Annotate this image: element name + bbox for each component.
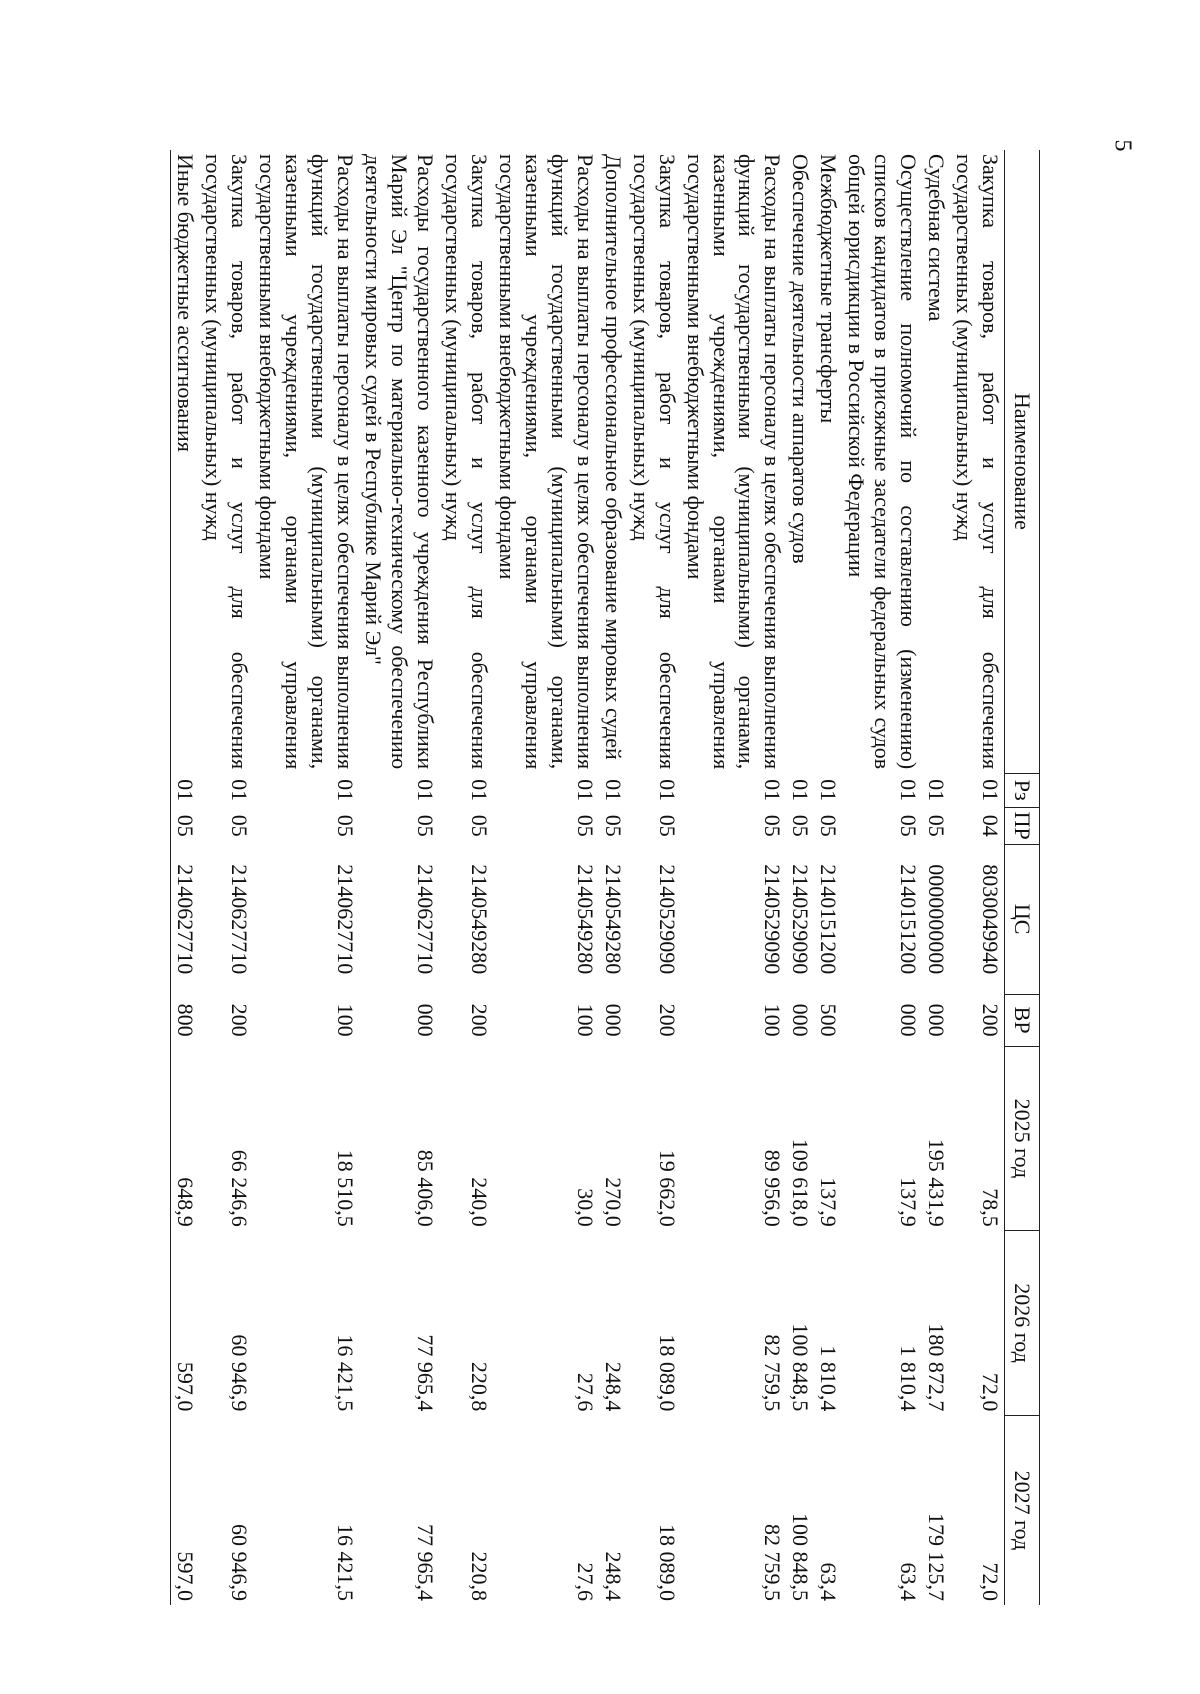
cell-pr: 05	[572, 814, 598, 837]
table-row	[493, 150, 599, 1605]
cell-y2027: 220,8	[466, 1551, 492, 1601]
cell-rz: 01	[760, 779, 786, 802]
cell-rz: 01	[171, 773, 199, 807]
table-row	[439, 150, 493, 1605]
cell-name: Расходы на выплаты персоналу в целях обеспечения выполнения функций государственными (муниципальными) органами, казенными учреждениями, органами управления государственными внебюджетными фондами	[682, 154, 786, 770]
cell-rz: 01	[654, 779, 680, 802]
cell-y2027: 60 946,9	[227, 1524, 253, 1601]
cell-y2025: 137,9	[896, 1177, 922, 1227]
cell-y2027: 248,4	[600, 1551, 626, 1601]
cell-y2027: 63,4	[896, 1562, 922, 1601]
table-row	[842, 150, 922, 1605]
table-row	[599, 150, 627, 1605]
cell-name: Закупка товаров, работ и услуг для обеспечения государственных (муниципальных) нужд	[440, 154, 492, 770]
cell-vr: 000	[413, 1003, 439, 1037]
cell-vr: 000	[600, 1003, 626, 1037]
cell-cs: 2140627710	[413, 864, 439, 975]
cell-pr: 05	[896, 814, 922, 837]
header-2026: 2026 год	[1005, 1231, 1040, 1416]
cell-y2026: 1 810,4	[816, 1345, 842, 1412]
cell-y2025: 648,9	[171, 1046, 199, 1231]
cell-name: Расходы на выплаты персоналу в целях обеспечения выполнения функций государственными (муниципальными) органами, казенными учреждениями, органами управления государственными внебюджетными фондами	[255, 154, 359, 770]
cell-pr: 05	[924, 814, 950, 837]
cell-pr: 05	[760, 814, 786, 837]
cell-pr: 05	[466, 814, 492, 837]
table-row	[681, 150, 787, 1605]
cell-vr: 000	[788, 1003, 814, 1037]
header-2025: 2025 год	[1005, 1046, 1040, 1231]
cell-vr: 500	[816, 1003, 842, 1037]
cell-cs: 2140529090	[788, 864, 814, 975]
cell-y2026: 27,6	[572, 1372, 598, 1412]
cell-cs: 8030049940	[978, 864, 1004, 975]
table-row	[627, 150, 681, 1605]
cell-y2027: 597,0	[171, 1415, 199, 1605]
cell-name: Дополнительное профессиональное образование мировых судей	[600, 154, 626, 760]
table-row	[922, 150, 950, 1605]
cell-y2025: 109 618,0	[788, 1138, 814, 1227]
cell-y2027: 16 421,5	[333, 1524, 359, 1601]
cell-pr: 05	[816, 814, 842, 837]
cell-cs: 2140151200	[816, 864, 842, 975]
cell-cs: 2140549280	[466, 864, 492, 975]
cell-y2027: 77 965,4	[413, 1524, 439, 1601]
table-row	[786, 150, 814, 1605]
cell-y2026: 77 965,4	[413, 1334, 439, 1412]
table-header	[1005, 150, 1040, 1605]
cell-y2026: 597,0	[171, 1231, 199, 1416]
header-2027: 2027 год	[1005, 1415, 1040, 1605]
header-cs: ЦС	[1005, 844, 1040, 994]
cell-cs: 2140549280	[572, 864, 598, 975]
cell-y2025: 78,5	[978, 1188, 1004, 1227]
cell-y2026: 100 848,5	[788, 1323, 814, 1412]
cell-y2025: 30,0	[572, 1188, 598, 1227]
cell-y2027: 100 848,5	[788, 1513, 814, 1601]
cell-rz: 01	[816, 779, 842, 802]
cell-y2025: 89 956,0	[760, 1149, 786, 1227]
cell-cs: 0000000000	[924, 864, 950, 975]
cell-y2026: 1 810,4	[896, 1345, 922, 1412]
cell-name: Осуществление полномочий по составлению (изменению) списков кандидатов в присяжные заседатели федеральных судов общей юрисдикции в Российской Федерации	[844, 154, 922, 770]
cell-cs: 2140529090	[654, 864, 680, 975]
cell-cs: 2140549280	[600, 864, 626, 975]
header-vr: ВР	[1005, 994, 1040, 1046]
cell-y2025: 137,9	[816, 1177, 842, 1227]
cell-y2026: 16 421,5	[333, 1334, 359, 1412]
cell-rz: 01	[924, 779, 950, 802]
cell-y2027: 179 125,7	[924, 1513, 950, 1601]
cell-pr: 05	[333, 814, 359, 837]
header-name: Наименование	[1005, 150, 1040, 773]
cell-rz: 01	[227, 779, 253, 802]
cell-y2025: 240,0	[466, 1177, 492, 1227]
cell-rz: 01	[788, 779, 814, 802]
page-number: 5	[1109, 139, 1136, 152]
table-header-row	[1005, 150, 1040, 1605]
cell-y2027: 27,6	[572, 1562, 598, 1601]
header-rz: Рз	[1005, 773, 1040, 807]
cell-y2026: 82 759,5	[760, 1334, 786, 1412]
cell-pr: 05	[413, 814, 439, 837]
cell-cs: 2140627710	[227, 864, 253, 975]
cell-vr: 100	[572, 1003, 598, 1037]
cell-vr: 000	[896, 1003, 922, 1037]
cell-vr: 200	[978, 1003, 1004, 1037]
cell-cs: 2140529090	[760, 864, 786, 975]
cell-rz: 01	[978, 779, 1004, 802]
cell-vr: 800	[171, 994, 199, 1046]
cell-rz: 01	[600, 779, 626, 802]
cell-rz: 01	[413, 779, 439, 802]
cell-y2025: 66 246,6	[227, 1149, 253, 1227]
cell-vr: 200	[654, 1003, 680, 1037]
cell-pr: 05	[654, 814, 680, 837]
cell-name: Судебная система	[924, 154, 950, 322]
cell-rz: 01	[896, 779, 922, 802]
cell-name: Расходы на выплаты персоналу в целях обеспечения выполнения функций государственными (муниципальными) органами, казенными учреждениями, органами управления государственными внебюджетными фондами	[494, 154, 598, 770]
cell-y2025: 18 510,5	[333, 1149, 359, 1227]
cell-y2026: 248,4	[600, 1361, 626, 1412]
cell-cs: 2140151200	[896, 864, 922, 975]
cell-y2025: 19 662,0	[654, 1149, 680, 1227]
cell-y2027: 72,0	[978, 1562, 1004, 1601]
table-row	[814, 150, 842, 1605]
cell-name: Иные бюджетные ассигнования	[171, 150, 199, 773]
cell-pr: 05	[600, 814, 626, 837]
rotated-table-container	[160, 150, 1040, 1605]
cell-y2025: 270,0	[600, 1177, 626, 1227]
cell-pr: 05	[171, 807, 199, 844]
cell-cs: 2140627710	[171, 844, 199, 994]
cell-y2026: 180 872,7	[924, 1323, 950, 1412]
cell-name: Межбюджетные трансферты	[816, 154, 842, 424]
cell-rz: 01	[466, 779, 492, 802]
cell-y2026: 72,0	[978, 1372, 1004, 1412]
cell-pr: 05	[227, 814, 253, 837]
table-row	[199, 150, 253, 1605]
cell-name: Расходы государственного казенного учреждения Республики Марий Эл "Центр по материально-техническому обеспечению деятельности мировых судей в Республике Марий Эл"	[361, 154, 439, 770]
cell-y2027: 82 759,5	[760, 1524, 786, 1601]
header-pr: ПР	[1005, 807, 1040, 844]
cell-name: Закупка товаров, работ и услуг для обеспечения государственных (муниципальных) нужд	[952, 154, 1004, 770]
table-row	[359, 150, 439, 1605]
cell-cs: 2140627710	[333, 864, 359, 975]
cell-y2025: 195 431,9	[924, 1138, 950, 1227]
cell-y2026: 18 089,0	[654, 1334, 680, 1412]
cell-vr: 200	[466, 1003, 492, 1037]
table-row	[950, 150, 1004, 1605]
cell-y2026: 60 946,9	[227, 1334, 253, 1412]
cell-vr: 100	[333, 1003, 359, 1037]
table-row	[253, 150, 359, 1605]
cell-name: Закупка товаров, работ и услуг для обеспечения государственных (муниципальных) нужд	[201, 154, 253, 770]
table-body	[171, 150, 1005, 1605]
cell-y2025: 85 406,0	[413, 1149, 439, 1227]
budget-table	[171, 150, 1041, 1605]
cell-vr: 100	[760, 1003, 786, 1037]
table-row	[171, 150, 199, 1605]
cell-name: Обеспечение деятельности аппаратов судов	[788, 154, 814, 564]
cell-name: Закупка товаров, работ и услуг для обеспечения государственных (муниципальных) нужд	[628, 154, 680, 770]
cell-y2027: 63,4	[816, 1562, 842, 1601]
cell-vr: 200	[227, 1003, 253, 1037]
cell-pr: 05	[788, 814, 814, 837]
cell-pr: 04	[978, 814, 1004, 837]
cell-rz: 01	[333, 779, 359, 802]
cell-y2027: 18 089,0	[654, 1524, 680, 1601]
cell-y2026: 220,8	[466, 1361, 492, 1412]
cell-rz: 01	[572, 779, 598, 802]
cell-vr: 000	[924, 1003, 950, 1037]
